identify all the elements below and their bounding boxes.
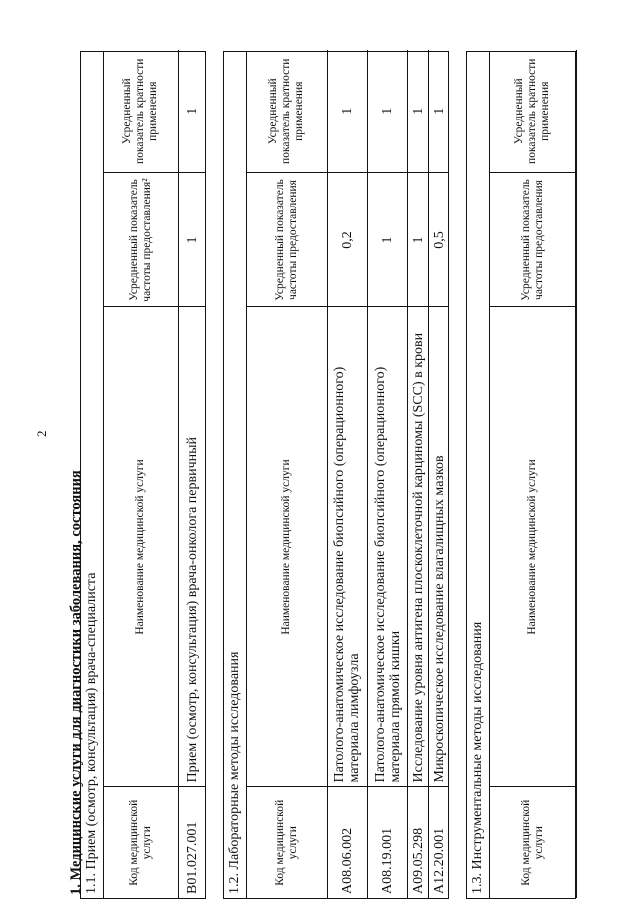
service-name: Патолого-анатомическое исследование биопсийного (операционного) материала лимфоузла: [327, 307, 367, 787]
header-multiplicity: Усредненный показатель кратности применения: [490, 50, 576, 173]
table-row: [429, 50, 449, 898]
service-code: A08.19.001: [367, 787, 407, 898]
section-1-1: [80, 51, 206, 899]
table-row: [367, 50, 407, 898]
services-table: [247, 50, 449, 898]
service-frequency: 1: [367, 173, 407, 307]
section-1-2: [223, 51, 449, 899]
table-header-row: [490, 50, 576, 898]
header-frequency: Усредненный показатель частоты предоставления: [247, 173, 327, 307]
service-name: Микроскопическое исследование влагалищных мазков: [429, 307, 449, 787]
service-multiplicity: 1: [178, 50, 206, 173]
service-multiplicity: 1: [429, 50, 449, 173]
table-header-row: [247, 50, 327, 898]
header-code: Код медицинской услуги: [247, 787, 327, 898]
service-frequency: 0,2: [327, 173, 367, 307]
table-row: [327, 50, 367, 898]
service-code: A08.06.002: [327, 787, 367, 898]
section-title: 1.1. Прием (осмотр, консультация) врача-специалиста: [81, 52, 104, 898]
service-frequency: 1: [408, 173, 429, 307]
service-code: A12.20.001: [429, 787, 449, 898]
service-frequency: 0,5: [429, 173, 449, 307]
header-code: Код медицинской услуги: [104, 787, 178, 898]
page-number: 2: [34, 430, 49, 437]
services-table: [104, 50, 206, 898]
service-name: Патолого-анатомическое исследование биопсийного (операционного) материала прямой кишки: [367, 307, 407, 787]
header-frequency: Усредненный показатель частоты предоставления²: [104, 173, 178, 307]
service-multiplicity: 1: [408, 50, 429, 173]
section-1-3: [466, 51, 576, 899]
header-code: Код медицинской услуги: [490, 787, 576, 898]
header-multiplicity: Усредненный показатель кратности применения: [104, 50, 178, 173]
service-code: A09.05.298: [408, 787, 429, 898]
document-heading: 1. Медицинские услуги для диагностики заболевания, состояния: [68, 470, 84, 895]
table-header-row: [104, 50, 178, 898]
header-name: Наименование медицинской услуги: [247, 307, 327, 787]
section-title: 1.3. Инструментальные методы исследования: [467, 52, 490, 898]
service-multiplicity: 1: [327, 50, 367, 173]
service-name: Исследование уровня антигена плоскоклеточной карциномы (SCC) в крови: [408, 307, 429, 787]
header-name: Наименование медицинской услуги: [104, 307, 178, 787]
service-frequency: 1: [178, 173, 206, 307]
header-frequency: Усредненный показатель частоты предоставления: [490, 173, 576, 307]
header-multiplicity: Усредненный показатель кратности применения: [247, 50, 327, 173]
table-row: [178, 50, 206, 898]
table-row: [408, 50, 429, 898]
service-name: Прием (осмотр, консультация) врача-онколога первичный: [178, 307, 206, 787]
services-table: [490, 50, 577, 898]
service-code: B01.027.001: [178, 787, 206, 898]
service-multiplicity: 1: [367, 50, 407, 173]
section-title: 1.2. Лабораторные методы исследования: [224, 52, 247, 898]
header-name: Наименование медицинской услуги: [490, 307, 576, 787]
